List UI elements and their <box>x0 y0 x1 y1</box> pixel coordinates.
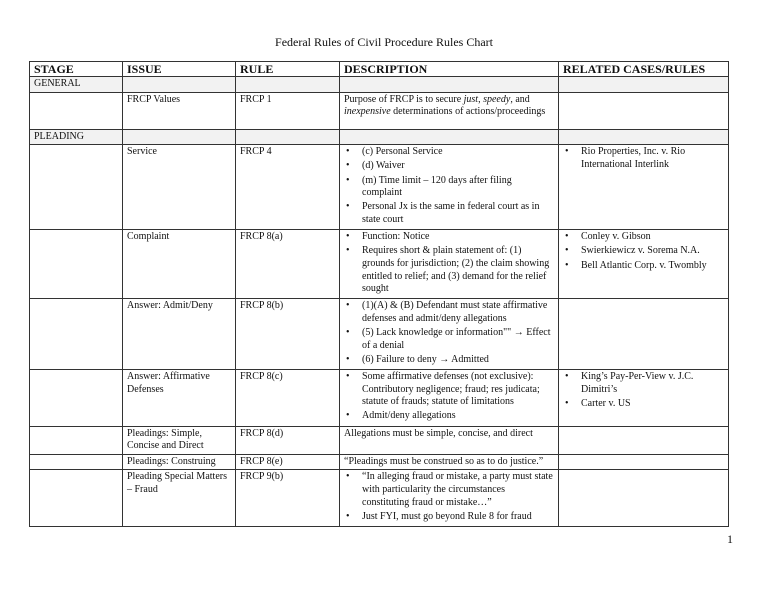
table-row-pleadings-simple <box>30 426 729 454</box>
rule-cell: FRCP 9(b) <box>236 470 340 527</box>
list-item: • Just FYI, must go beyond Rule 8 for fraud <box>344 511 554 524</box>
description-cell: “Pleadings must be construed so as to do justice.” <box>340 454 559 470</box>
issue-cell: FRCP Values <box>123 92 236 129</box>
rule-cell: FRCP 8(d) <box>236 426 340 454</box>
list-item: • Some affirmative defenses (not exclusive): Contributory negligence; fraud; res judicata; statute of frauds; statute of limitations <box>344 371 554 409</box>
description-list <box>344 471 554 523</box>
rule-cell: FRCP 1 <box>236 92 340 129</box>
table-row-pleadings-construing <box>30 454 729 470</box>
header-rule: RULE <box>236 62 340 77</box>
list-item: • King’s Pay-Per-View v. J.C. Dimitri’s <box>563 371 724 396</box>
description-cell: Allegations must be simple, concise, and direct <box>340 426 559 454</box>
issue-cell: Pleadings: Simple, Concise and Direct <box>123 426 236 454</box>
section-label-general: GENERAL <box>30 77 123 93</box>
table-row-complaint <box>30 230 729 299</box>
rule-cell: FRCP 8(e) <box>236 454 340 470</box>
table-row-pleading-fraud <box>30 470 729 527</box>
list-item: • “In alleging fraud or mistake, a party must state with particularity the circumstances constituting fraud or mistake…” <box>344 471 554 509</box>
rules-chart-table <box>29 61 729 527</box>
description-cell <box>340 230 559 299</box>
issue-cell: Service <box>123 145 236 230</box>
list-item: • (c) Personal Service <box>344 146 554 159</box>
description-cell <box>340 299 559 370</box>
table-row-frcp-values <box>30 92 729 129</box>
description-cell <box>340 370 559 427</box>
list-item: • Rio Properties, Inc. v. Rio International Interlink <box>563 146 724 171</box>
rule-cell: FRCP 8(b) <box>236 299 340 370</box>
issue-cell: Pleading Special Matters – Fraud <box>123 470 236 527</box>
document-title: Federal Rules of Civil Procedure Rules Chart <box>275 35 493 49</box>
issue-cell: Answer: Affirmative Defenses <box>123 370 236 427</box>
description-list <box>344 146 554 226</box>
section-row-pleading <box>30 129 729 145</box>
list-item: • (6) Failure to deny → Admitted <box>344 354 554 367</box>
rule-cell: FRCP 8(a) <box>236 230 340 299</box>
list-item: • Carter v. US <box>563 398 724 411</box>
list-item: • (5) Lack knowledge or information"" → Effect of a denial <box>344 327 554 352</box>
section-row-general <box>30 77 729 93</box>
description-cell: Purpose of FRCP is to secure just, speedy, and inexpensive determinations of actions/proceedings <box>340 92 559 129</box>
issue-cell: Answer: Admit/Deny <box>123 299 236 370</box>
table-row-answer-admit-deny <box>30 299 729 370</box>
list-item: • (1)(A) & (B) Defendant must state affirmative defenses and admit/deny allegations <box>344 300 554 325</box>
issue-cell: Complaint <box>123 230 236 299</box>
description-cell <box>340 145 559 230</box>
page-number: 1 <box>727 532 733 546</box>
list-item: • Conley v. Gibson <box>563 231 724 244</box>
section-label-pleading: PLEADING <box>30 129 123 145</box>
related-cases-cell <box>559 230 729 299</box>
rule-cell: FRCP 4 <box>236 145 340 230</box>
cases-list <box>563 146 724 171</box>
related-cases-cell <box>559 370 729 427</box>
rule-cell: FRCP 8(c) <box>236 370 340 427</box>
header-description: DESCRIPTION <box>340 62 559 77</box>
issue-cell: Pleadings: Construing <box>123 454 236 470</box>
header-stage: STAGE <box>30 62 123 77</box>
list-item: • Function: Notice <box>344 231 554 244</box>
header-issue: ISSUE <box>123 62 236 77</box>
list-item: • Personal Jx is the same in federal court as in state court <box>344 201 554 226</box>
table-row-service <box>30 145 729 230</box>
list-item: • (d) Waiver <box>344 160 554 173</box>
cases-list <box>563 231 724 272</box>
list-item: • Requires short & plain statement of: (1) grounds for jurisdiction; (2) the claim showing entitled to relief; and (3) demand for the relief sought <box>344 245 554 295</box>
description-list <box>344 371 554 423</box>
list-item: • Admit/deny allegations <box>344 410 554 423</box>
header-related-cases: RELATED CASES/RULES <box>559 62 729 77</box>
table-row-answer-affirmative-defenses <box>30 370 729 427</box>
list-item: • Bell Atlantic Corp. v. Twombly <box>563 260 724 273</box>
description-list <box>344 300 554 366</box>
list-item: • Swierkiewicz v. Sorema N.A. <box>563 245 724 258</box>
cases-list <box>563 371 724 410</box>
description-list <box>344 231 554 296</box>
description-cell <box>340 470 559 527</box>
table-header-row <box>30 62 729 77</box>
related-cases-cell <box>559 145 729 230</box>
list-item: • (m) Time limit – 120 days after filing complaint <box>344 175 554 200</box>
